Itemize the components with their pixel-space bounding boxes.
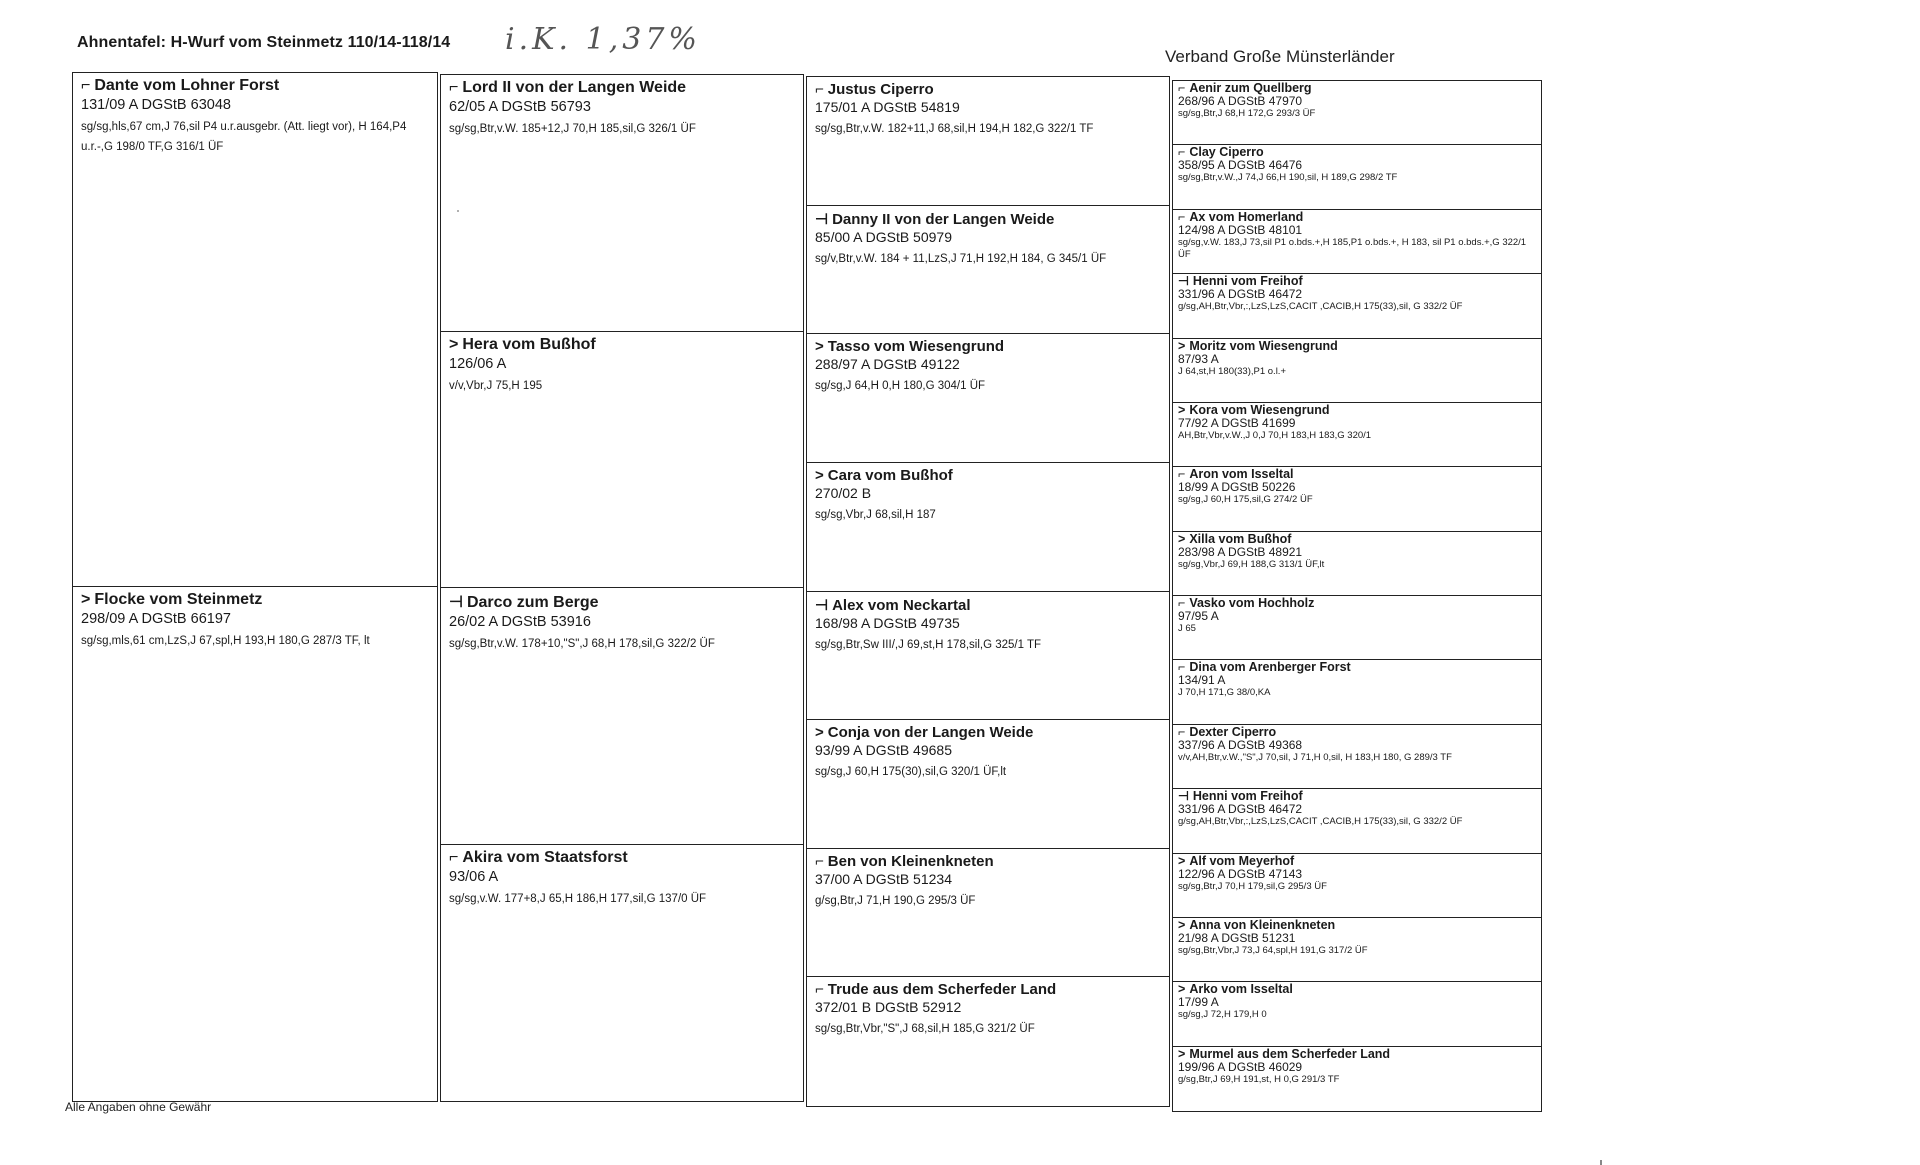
ancestor-cell [1172,531,1542,597]
test-results: sg/sg,hls,67 cm,J 76,sil P4 u.r.ausgebr. (Att. liegt vor), H 164,P4 u.r.-,G 198/0 TF,G 316/1 ÜF [81,121,407,153]
registration-number: 21/98 A DGStB 51231 [1178,930,1296,945]
ancestor-name-text: Cara vom Bußhof [827,466,953,484]
ancestor-name [815,210,1161,228]
registration-number: 77/92 A DGStB 41699 [1178,415,1296,430]
test-results: sg/sg,Btr,v.W.,J 74,J 66,H 190,sil, H 189,G 298/2 TF [1178,172,1398,184]
ancestor-name-text: Danny II von der Langen Weide [832,210,1055,228]
ancestor-name-text: Henni vom Freihof [1192,274,1303,289]
registration-number: 26/02 A DGStB 53916 [449,614,591,630]
ancestor-name-text: Kora vom Wiesengrund [1189,402,1330,417]
sex-mark-icon: > [1178,338,1186,353]
registration-number: 18/99 A DGStB 50226 [1178,480,1296,495]
ancestor-cell [1172,466,1542,532]
test-results: sg/sg,Vbr,J 68,sil,H 187 [815,508,936,521]
ancestor-name [1178,919,1536,932]
sex-mark-icon: > [1178,402,1186,417]
ancestor-cell [1172,80,1542,146]
ancestor-name-text: Moritz vom Wiesengrund [1189,338,1338,353]
ancestor-cell [1172,144,1542,210]
test-results: g/sg,AH,Btr,Vbr,:,LzS,LzS,CACIT ,CACIB,H 175(33),sil, G 332/2 ÜF [1178,816,1463,828]
sex-mark-icon: ⌐ [1178,660,1186,675]
sex-mark-icon: ⊣ [815,596,829,614]
ancestor-name-text: Dexter Ciperro [1189,724,1277,739]
ancestor-cell [1172,1046,1542,1112]
sex-mark-icon: > [1178,982,1186,997]
registration-number: 85/00 A DGStB 50979 [815,228,952,245]
test-results: sg/sg,J 72,H 179,H 0 [1178,1009,1267,1021]
test-results: sg/sg,Btr,J 68,H 172,G 293/3 ÜF [1178,108,1316,119]
ancestor-name-text: Alf vom Meyerhof [1189,853,1295,868]
registration-number: 175/01 A DGStB 54819 [815,99,960,115]
registration-number: 358/95 A DGStB 46476 [1178,158,1303,173]
ancestor-name [81,77,429,95]
sex-mark-icon: > [81,591,91,608]
test-results: sg/v,Btr,v.W. 184 + 11,LzS,J 71,H 192,H 184, G 345/1 ÜF [815,252,1107,265]
registration-number: 124/98 A DGStB 48101 [1178,222,1303,237]
sex-mark-icon: ⌐ [81,77,91,94]
ancestor-name [449,849,795,867]
registration-number: 288/97 A DGStB 49122 [815,356,960,373]
sex-mark-icon: ⊣ [1178,274,1189,289]
test-results: J 64,st,H 180(33),P1 o.l.+ [1178,365,1286,377]
ancestor-name [815,981,1161,998]
sex-mark-icon: > [1178,1046,1186,1061]
sex-mark-icon: ⊣ [1178,789,1189,804]
ancestor-name [1178,983,1536,996]
sex-mark-icon: ⌐ [449,79,459,96]
sex-mark-icon: > [815,466,824,484]
ancestor-name-text: Aenir zum Quellberg [1189,81,1312,95]
ancestor-cell [1172,595,1542,661]
ancestor-cell [806,719,1170,849]
ancestor-cell [806,205,1170,335]
test-results: J 65 [1178,623,1196,634]
ancestor-name-text: Flocke vom Steinmetz [94,591,263,608]
scan-speck [457,210,459,212]
registration-number: 122/96 A DGStB 47143 [1178,866,1303,881]
ancestor-name [815,853,1161,870]
test-results: g/sg,AH,Btr,Vbr,:,LzS,LzS,CACIT ,CACIB,H 175(33),sil, G 332/2 ÜF [1178,301,1463,313]
ancestor-name-text: Trude aus dem Scherfeder Land [827,981,1057,999]
registration-number: 283/98 A DGStB 48921 [1178,544,1303,559]
disclaimer-note: Alle Angaben ohne Gewähr [65,1100,212,1114]
ancestor-name [815,596,1161,614]
sex-mark-icon: > [1178,917,1186,932]
ancestor-cell [806,333,1170,463]
ancestor-name [1178,726,1536,739]
ancestor-cell [1172,917,1542,983]
ancestor-name-text: Darco zum Berge [466,594,599,611]
sex-mark-icon: ⌐ [1178,209,1186,224]
ancestor-name-text: Arko vom Isseltal [1189,982,1293,997]
ancestor-cell [1172,273,1542,339]
ancestor-name [1178,855,1536,868]
ancestor-name [1178,597,1536,610]
test-results: sg/sg,Btr,Vbr,"S",J 68,sil,H 185,G 321/2 ÜF [815,1023,1035,1036]
ancestor-cell [1172,981,1542,1047]
ancestor-name-text: Ax vom Homerland [1189,209,1304,224]
registration-number: 97/95 A [1178,609,1219,623]
sex-mark-icon: > [449,335,459,353]
test-results: sg/sg,Btr,v.W. 178+10,"S",J 68,H 178,sil,G 322/2 ÜF [449,638,715,650]
ancestor-name [1178,661,1536,674]
registration-number: 331/96 A DGStB 46472 [1178,287,1303,302]
sex-mark-icon: ⌐ [815,81,824,98]
test-results: sg/sg,Btr,Vbr,J 73,J 64,spl,H 191,G 317/2 ÜF [1178,944,1368,956]
test-results: sg/sg,J 60,H 175,sil,G 274/2 ÜF [1178,494,1313,506]
ancestor-cell [806,976,1170,1106]
ancestor-name-text: Tasso vom Wiesengrund [827,338,1005,356]
ancestor-cell [440,74,804,332]
ancestor-name-text: Dante vom Lohner Forst [94,77,280,94]
ancestor-cell [440,844,804,1102]
sex-mark-icon: > [1178,853,1186,868]
sex-mark-icon: ⌐ [815,981,824,999]
ancestor-cell [1172,659,1542,725]
registration-number: 87/93 A [1178,351,1219,366]
ancestor-name-text: Justus Ciperro [827,81,934,98]
registration-number: 93/06 A [449,868,499,885]
ancestor-cell [1172,724,1542,790]
ancestor-cell [806,76,1170,206]
test-results: sg/sg,Btr,Sw III/,J 69,st,H 178,sil,G 325/1 TF [815,638,1042,651]
test-results: v/v,Vbr,J 75,H 195 [449,379,543,392]
sex-mark-icon: ⌐ [1178,724,1186,739]
ancestor-cell [1172,402,1542,468]
test-results: sg/sg,Btr,J 70,H 179,sil,G 295/3 ÜF [1178,880,1327,892]
test-results: sg/sg,Vbr,J 69,H 188,G 313/1 ÜF,lt [1178,558,1325,570]
registration-number: 199/96 A DGStB 46029 [1178,1059,1303,1074]
registration-number: 268/96 A DGStB 47970 [1178,94,1303,108]
ancestor-name [81,591,429,609]
test-results: sg/sg,Btr,v.W. 182+11,J 68,sil,H 194,H 182,G 322/1 TF [815,123,1094,135]
ancestor-cell [72,72,438,588]
registration-number: 337/96 A DGStB 49368 [1178,737,1303,752]
pedigree-title: Ahnentafel: H-Wurf vom Steinmetz 110/14-118/14 [77,34,451,51]
ancestor-name-text: Hera vom Bußhof [462,335,596,353]
ancestor-name-text: Akira vom Staatsforst [462,848,628,866]
ancestor-name [815,81,1161,98]
ancestor-name [815,338,1161,355]
scan-edge-mark [1600,1160,1602,1165]
registration-number: 37/00 A DGStB 51234 [815,870,952,887]
ancestor-name-text: Dina vom Arenberger Forst [1189,660,1351,675]
ancestor-name-text: Xilla vom Bußhof [1189,531,1292,546]
ancestor-name-text: Conja von der Langen Weide [827,724,1034,742]
ancestor-name [1178,533,1536,546]
test-results: sg/sg,v.W. 177+8,J 65,H 186,H 177,sil,G 137/0 ÜF [449,892,707,905]
ancestor-name [449,336,795,354]
registration-number: 93/99 A DGStB 49685 [815,742,952,759]
ancestor-cell [806,591,1170,721]
ancestor-name [1178,1048,1536,1061]
ancestor-name-text: Murmel aus dem Scherfeder Land [1189,1046,1391,1061]
test-results: sg/sg,J 60,H 175(30),sil,G 320/1 ÜF,lt [815,766,1007,779]
test-results: v/v,AH,Btr,v.W.,"S",J 70,sil, J 71,H 0,sil, H 183,H 180, G 289/3 TF [1178,751,1452,763]
ancestor-name [815,467,1161,484]
sex-mark-icon: > [815,724,824,742]
test-results: g/sg,Btr,J 69,H 191,st, H 0,G 291/3 TF [1178,1073,1340,1085]
ancestor-name-text: Aron vom Isseltal [1189,467,1294,482]
ancestor-cell [1172,788,1542,854]
sex-mark-icon: ⌐ [1178,81,1186,95]
registration-number: 331/96 A DGStB 46472 [1178,802,1303,817]
test-results: g/sg,Btr,J 71,H 190,G 295/3 ÜF [815,894,976,907]
ancestor-name [815,724,1161,741]
ancestor-cell [1172,853,1542,919]
ancestor-name [1178,340,1536,353]
ancestor-name [449,592,795,612]
ancestor-name [449,79,795,97]
registration-number: 134/91 A [1178,673,1226,688]
handwritten-inbreeding-note: i.K. 1,37% [505,22,701,57]
test-results: sg/sg,J 64,H 0,H 180,G 304/1 ÜF [815,380,986,393]
registration-number: 270/02 B [815,484,872,501]
sex-mark-icon: > [815,338,824,356]
registration-number: 131/09 A DGStB 63048 [81,97,231,113]
registration-number: 126/06 A [449,355,507,372]
ancestor-name-text: Anna von Kleinenkneten [1189,917,1336,932]
ancestor-cell [1172,338,1542,404]
test-results: sg/sg,mls,61 cm,LzS,J 67,spl,H 193,H 180,G 287/3 TF, lt [81,635,370,647]
organization-name: Verband Große Münsterländer [1165,47,1395,66]
test-results: sg/sg,v.W. 183,J 73,sil P1 o.bds.+,H 185,P1 o.bds.+, H 183, sil P1 o.bds.+,G 322/1 ÜF [1178,236,1527,260]
sex-mark-icon: ⊣ [449,594,463,611]
registration-number: 168/98 A DGStB 49735 [815,614,960,631]
ancestor-name-text: Vasko vom Hochholz [1189,596,1315,610]
test-results: sg/sg,Btr,v.W. 185+12,J 70,H 185,sil,G 326/1 ÜF [449,123,696,135]
ancestor-cell [1172,209,1542,275]
sex-mark-icon: ⌐ [449,848,459,866]
sex-mark-icon: ⌐ [1178,596,1186,610]
registration-number: 372/01 B DGStB 52912 [815,999,962,1016]
registration-number: 17/99 A [1178,995,1219,1010]
ancestor-name [1178,404,1536,417]
ancestor-name-text: Alex vom Neckartal [832,596,971,614]
ancestor-cell [72,586,438,1102]
ancestor-name-text: Clay Ciperro [1189,145,1264,160]
ancestor-name [1178,211,1536,224]
ancestor-cell [806,848,1170,978]
ancestor-cell [440,331,804,589]
ancestor-cell [440,587,804,845]
ancestor-cell [806,462,1170,592]
sex-mark-icon: ⌐ [1178,467,1186,482]
ancestor-name-text: Lord II von der Langen Weide [462,79,687,96]
registration-number: 62/05 A DGStB 56793 [449,99,591,115]
sex-mark-icon: > [1178,531,1186,546]
test-results: J 70,H 171,G 38/0,KA [1178,687,1271,699]
test-results: AH,Btr,Vbr,v.W.,J 0,J 70,H 183,H 183,G 320/1 [1178,429,1372,441]
sex-mark-icon: ⊣ [815,210,829,228]
ancestor-name-text: Ben von Kleinenkneten [827,852,994,870]
registration-number: 298/09 A DGStB 66197 [81,611,231,627]
ancestor-name-text: Henni vom Freihof [1192,789,1303,804]
sex-mark-icon: ⌐ [1178,145,1186,160]
sex-mark-icon: ⌐ [815,852,824,870]
